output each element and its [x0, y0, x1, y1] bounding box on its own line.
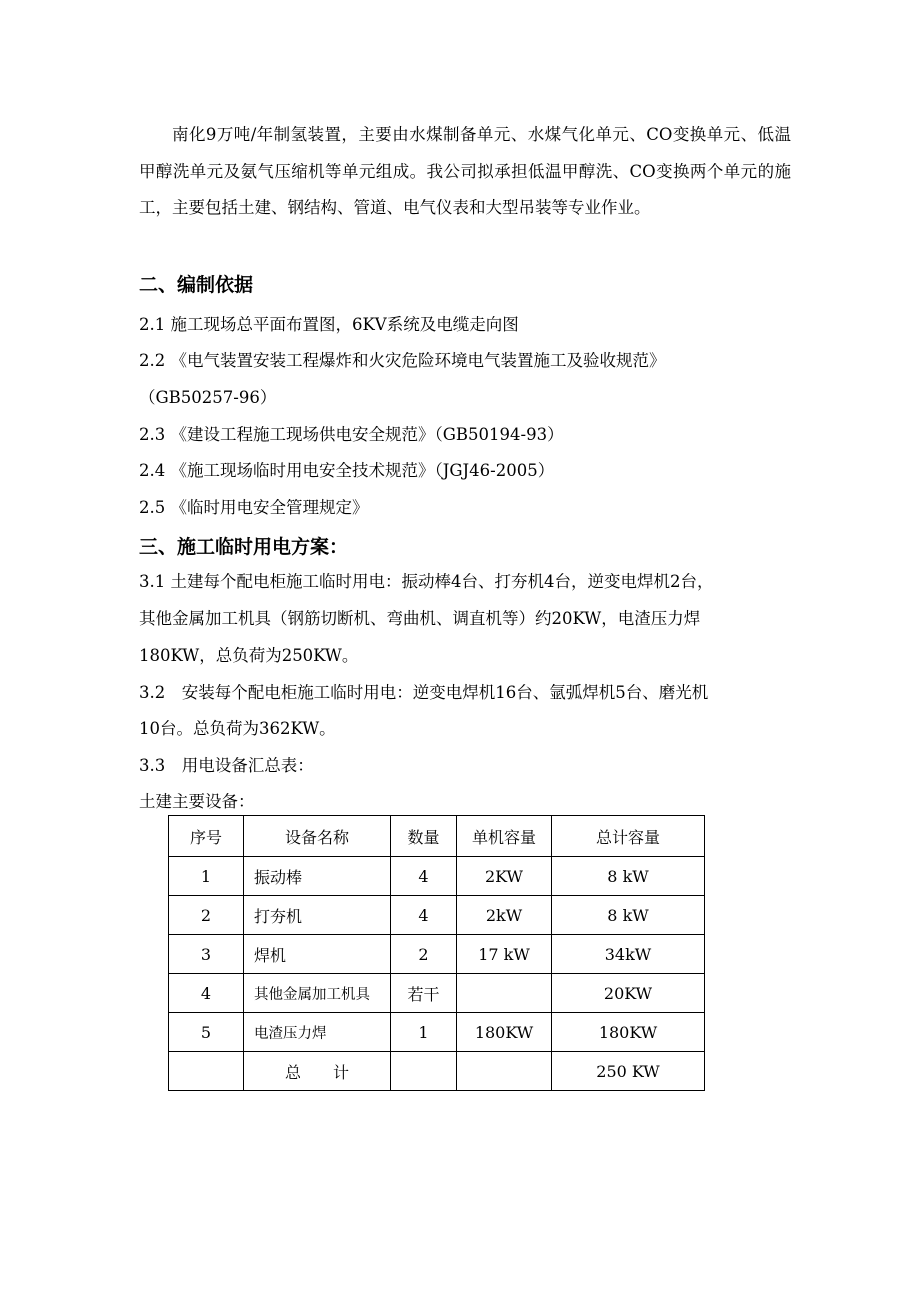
basis-item-2-1: 2.1 施工现场总平面布置图，6KV系统及电缆走向图 — [139, 315, 519, 334]
table-row — [169, 1013, 705, 1052]
cell-name: 电渣压力焊 — [244, 1013, 391, 1052]
plan-3-1-line-1: 3.1 土建每个配电柜施工临时用电：振动棒4台、打夯机4台，逆变电焊机2台， — [139, 572, 714, 591]
cell-total-capacity: 20KW — [552, 974, 705, 1013]
cell-unit-capacity: 2KW — [457, 857, 552, 896]
basis-item-2-4: 2.4 《施工现场临时用电安全技术规范》（JGJ46-2005） — [139, 461, 555, 480]
col-header-index: 序号 — [169, 816, 244, 857]
plan-3-3: 3.3 用电设备汇总表： — [139, 756, 314, 775]
cell-total-capacity: 8 kW — [552, 896, 705, 935]
cell-unit-capacity: 180KW — [457, 1013, 552, 1052]
cell-name: 其他金属加工机具 — [244, 974, 391, 1013]
basis-item-2-2-code: （GB50257-96） — [139, 388, 277, 407]
section-3-heading: 三、施工临时用电方案： — [139, 536, 349, 558]
cell-unit-capacity — [457, 974, 552, 1013]
total-value: 250 KW — [552, 1052, 705, 1091]
table-row — [169, 935, 705, 974]
cell-name: 振动棒 — [244, 857, 391, 896]
total-label: 总 计 — [244, 1052, 391, 1091]
cell-index: 2 — [169, 896, 244, 935]
cell-total-capacity: 34kW — [552, 935, 705, 974]
cell-unit-capacity: 17 kW — [457, 935, 552, 974]
cell-qty: 1 — [391, 1013, 457, 1052]
plan-3-1-line-3: 180KW，总负荷为250KW。 — [139, 646, 359, 665]
cell-qty: 4 — [391, 857, 457, 896]
col-header-unit-capacity: 单机容量 — [457, 816, 552, 857]
col-header-total-capacity: 总计容量 — [552, 816, 705, 857]
table-caption: 土建主要设备： — [139, 792, 255, 811]
basis-item-2-3: 2.3 《建设工程施工现场供电安全规范》（GB50194-93） — [139, 425, 564, 444]
cell-qty: 若干 — [391, 974, 457, 1013]
cell-total-capacity: 8 kW — [552, 857, 705, 896]
basis-item-2-5: 2.5 《临时用电安全管理规定》 — [139, 498, 369, 517]
cell-total-capacity: 180KW — [552, 1013, 705, 1052]
cell-empty — [457, 1052, 552, 1091]
section-2-heading: 二、编制依据 — [139, 274, 254, 296]
col-header-name: 设备名称 — [244, 816, 391, 857]
plan-3-2-line-1: 3.2 安装每个配电柜施工临时用电：逆变电焊机16台、氩弧焊机5台、磨光机 — [139, 683, 709, 702]
cell-qty: 4 — [391, 896, 457, 935]
cell-name: 焊机 — [244, 935, 391, 974]
cell-index: 5 — [169, 1013, 244, 1052]
table-row — [169, 974, 705, 1013]
cell-unit-capacity: 2kW — [457, 896, 552, 935]
table-header-row — [169, 816, 705, 857]
cell-index: 4 — [169, 974, 244, 1013]
table-row — [169, 896, 705, 935]
cell-empty — [391, 1052, 457, 1091]
plan-3-2-line-2: 10台。总负荷为362KW。 — [139, 719, 336, 738]
basis-item-2-2: 2.2 《电气装置安装工程爆炸和火灾危险环境电气装置施工及验收规范》 — [139, 351, 666, 370]
cell-empty — [169, 1052, 244, 1091]
col-header-qty: 数量 — [391, 816, 457, 857]
table-row — [169, 857, 705, 896]
cell-index: 1 — [169, 857, 244, 896]
cell-qty: 2 — [391, 935, 457, 974]
intro-paragraph: 南化9万吨/年制氢装置，主要由水煤制备单元、水煤气化单元、CO变换单元、低温甲醇洗单元及氨气压缩机等单元组成。我公司拟承担低温甲醇洗、CO变换两个单元的施工，主要包括土建、钢结构、管道、电气仪表和大型吊装等专业作业。 — [139, 125, 791, 217]
plan-3-1-line-2: 其他金属加工机具（钢筋切断机、弯曲机、调直机等）约20KW，电渣压力焊 — [139, 609, 701, 628]
cell-index: 3 — [169, 935, 244, 974]
cell-name: 打夯机 — [244, 896, 391, 935]
table-total-row — [169, 1052, 705, 1091]
equipment-table — [168, 815, 705, 1091]
